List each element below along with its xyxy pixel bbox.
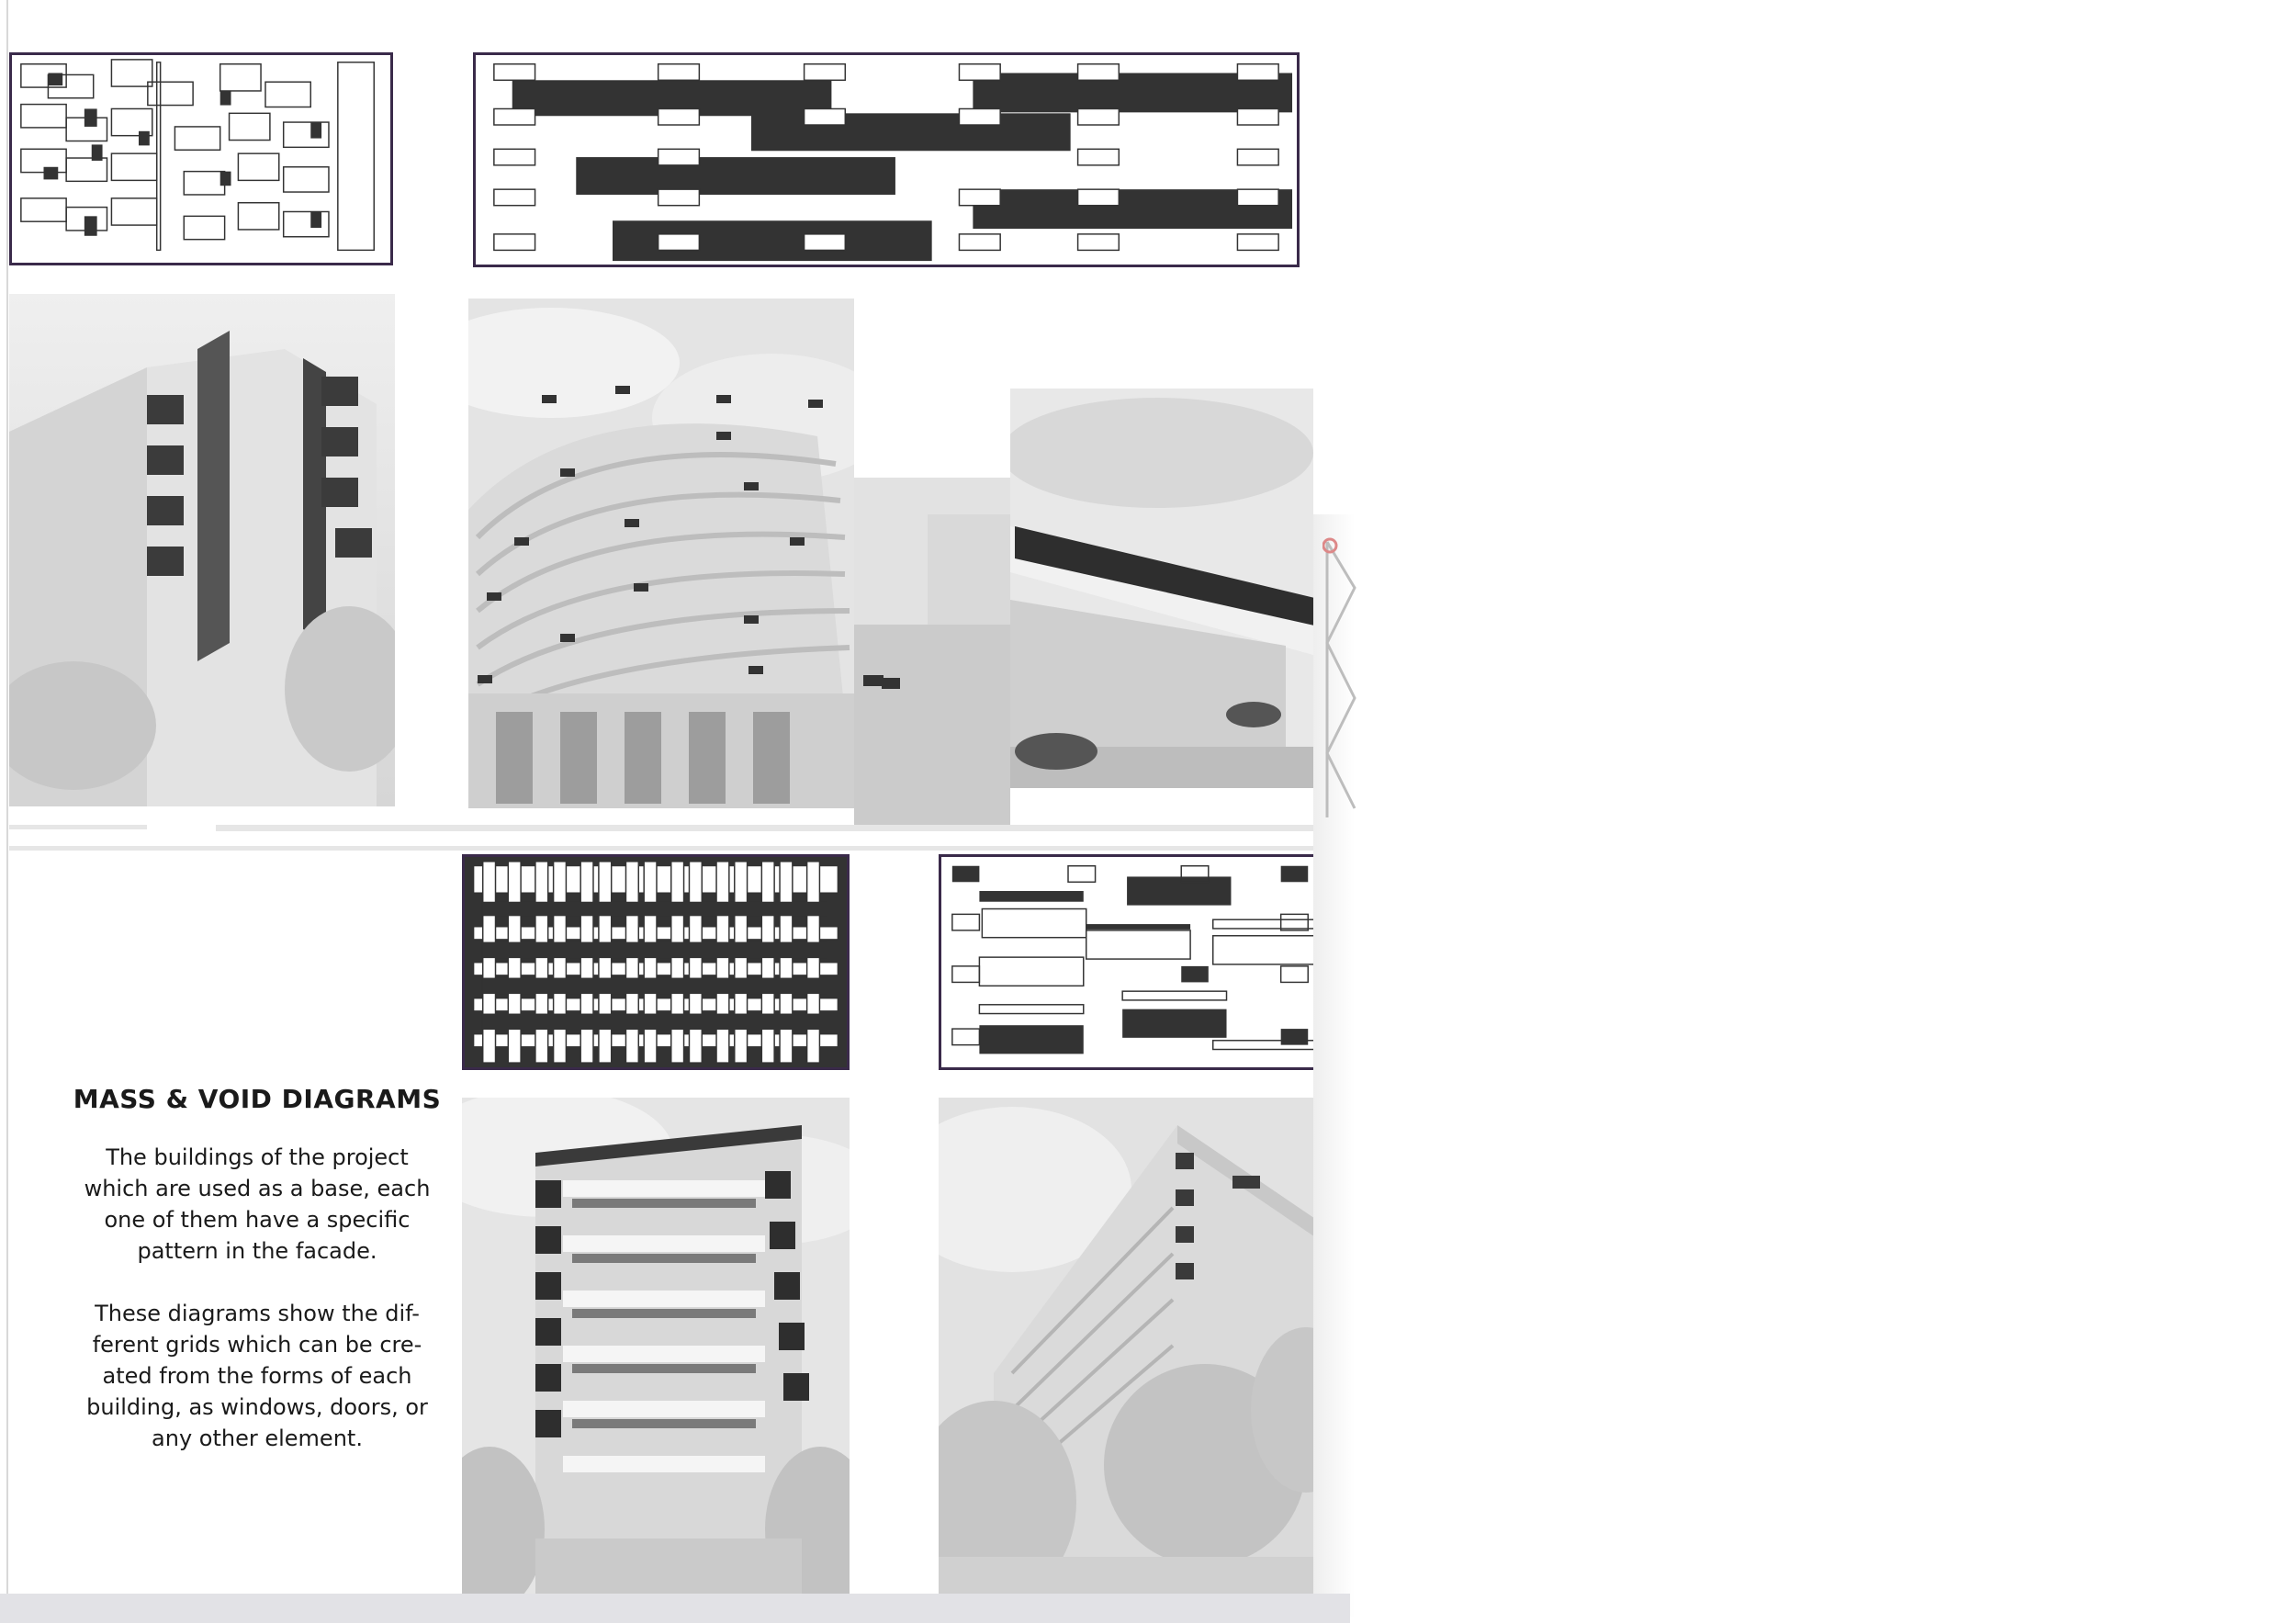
caption-paragraph-2: These diagrams show the dif- ferent grids which can be cre- ated from the forms of each building, as windows, doors, or any other element. <box>86 1301 428 1451</box>
separator-strip <box>216 825 1327 831</box>
building-photo-3 <box>854 478 1010 825</box>
separator-strip <box>9 846 1322 851</box>
mass-void-diagram-1 <box>9 52 393 265</box>
separator-strip <box>9 825 147 829</box>
building-photo-2 <box>468 299 854 808</box>
page-left-rule <box>6 0 8 1623</box>
caption-title: MASS & VOID DIAGRAMS <box>73 1084 442 1114</box>
building-photo-4 <box>1010 389 1313 788</box>
diagram-caption <box>55 1084 459 1485</box>
bottom-color-band <box>0 1594 1350 1623</box>
building-photo-1 <box>9 294 395 806</box>
mass-void-diagram-3 <box>462 854 850 1070</box>
cut-off-structure-sketch <box>1322 533 1359 827</box>
building-photo-5 <box>462 1098 850 1603</box>
caption-paragraph-1: The buildings of the project which are used as a base, each one of them have a specific pattern in the facade. <box>84 1144 431 1264</box>
building-photo-6 <box>939 1098 1326 1603</box>
mass-void-diagram-4 <box>939 854 1326 1070</box>
mass-void-diagram-2 <box>473 52 1300 267</box>
